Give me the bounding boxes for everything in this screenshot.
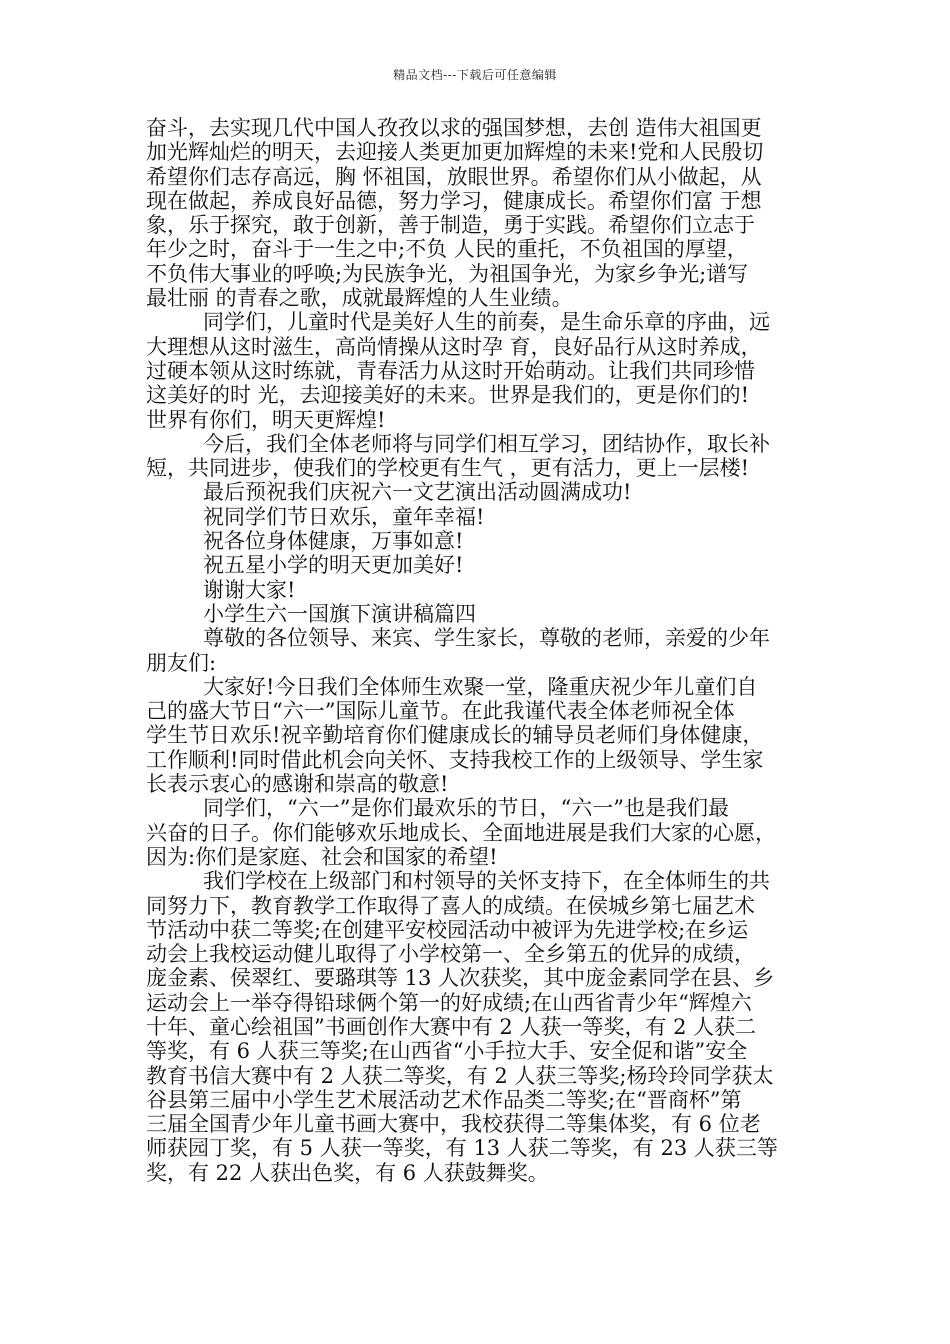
text-line: 动会上我校运动健儿取得了小学校第一、全乡第五的优异的成绩， (146, 942, 755, 967)
text-line: 大家好!今日我们全体师生欢聚一堂，隆重庆祝少年儿童们自 (203, 674, 758, 699)
text-line: 短，共同进步，使我们的学校更有生气 ，更有活力，更上一层楼! (146, 456, 750, 481)
text-line: 节活动中获二等奖;在创建平安校园活动中被评为先进学校;在乡运 (146, 917, 749, 942)
text-line: 工作顺利!同时借此机会向关怀、支持我校工作的上级领导、学生家 (146, 747, 764, 772)
text-line: 等奖，有 6 人获三等奖;在山西省“小手拉大手、安全促和谐”安全 (146, 1039, 748, 1064)
text-line: 祝同学们节日欢乐，童年幸福! (203, 504, 485, 529)
text-line: 同努力下，教育教学工作取得了喜人的成绩。在侯城乡第七届艺术 (146, 893, 755, 918)
text-line: 象，乐于探究，敢于创新，善于制造，勇于实践。希望你们立志于 (146, 213, 755, 238)
text-line: 运动会上一举夺得铅球俩个第一的好成绩;在山西省青少年“辉煌六 (146, 990, 752, 1015)
text-line: 加光辉灿烂的明天，去迎接人类更加更加辉煌的未来!党和人民殷切 (146, 140, 764, 165)
text-line: 祝五星小学的明天更加美好! (203, 553, 464, 578)
text-line: 奋斗，去实现几代中国人孜孜以求的强国梦想，去创 造伟大祖国更 (146, 116, 762, 140)
text-line: 学生节日欢乐!祝辛勤培育你们健康成长的辅导员老师们身体健康， (146, 723, 764, 748)
document-body (146, 116, 810, 1185)
text-line: 同学们，儿童时代是美好人生的前奏，是生命乐章的序曲，远 (203, 310, 770, 335)
page-header: 精品文档---下载后可任意编辑 (393, 68, 557, 82)
text-line: 最后预祝我们庆祝六一文艺演出活动圆满成功! (203, 480, 632, 505)
text-line: 朋友们: (146, 650, 217, 675)
text-line: 年少之时，奋斗于一生之中;不负 人民的重托，不负祖国的厚望， (146, 237, 748, 262)
text-line: 同学们，“六一”是你们最欢乐的节日，“六一”也是我们最 (203, 796, 729, 821)
text-line: 这美好的时 光，去迎接美好的未来。世界是我们的，更是你们的! (146, 383, 750, 408)
text-line: 三届全国青少年儿童书画大赛中，我校获得二等集体奖，有 6 位老 (146, 1112, 761, 1137)
text-line: 长表示衷心的感谢和崇高的敬意! (146, 772, 449, 797)
text-line: 今后，我们全体老师将与同学们相互学习，团结协作，取长补 (203, 431, 770, 456)
text-line: 十年、童心绘祖国”书画创作大赛中有 2 人获一等奖，有 2 人获二 (146, 1014, 757, 1039)
text-line: 尊敬的各位领导、来宾、学生家长，尊敬的老师，亲爱的少年 (203, 626, 770, 651)
text-line: 教育书信大赛中有 2 人获二等奖，有 2 人获三等奖;杨玲玲同学获太 (146, 1063, 774, 1088)
text-line: 最壮丽 的青春之歌，成就最辉煌的人生业绩。 (146, 286, 573, 311)
text-line: 谢谢大家! (203, 577, 296, 602)
text-line: 我们学校在上级部门和村领导的关怀支持下，在全体师生的共 (203, 869, 770, 894)
text-line: 谷县第三届中小学生艺术展活动艺术作品类二等奖;在“晋商杯”第 (146, 1087, 742, 1112)
text-line: 己的盛大节日“六一”国际儿童节。在此我谨代表全体老师祝全体 (146, 699, 735, 724)
text-line: 小学生六一国旗下演讲稿篇四 (203, 601, 476, 626)
text-line: 师获园丁奖，有 5 人获一等奖，有 13 人获二等奖，有 23 人获三等 (146, 1136, 778, 1161)
text-line: 祝各位身体健康，万事如意! (203, 529, 464, 554)
text-line: 庞金素、侯翠红、要璐琪等 13 人次获奖，其中庞金素同学在县、乡 (146, 966, 775, 991)
text-line: 现在做起，养成良好品德，努力学习，健康成长。希望你们富 于想 (146, 188, 762, 213)
text-line: 奖，有 22 人获出色奖，有 6 人获鼓舞奖。 (146, 1160, 549, 1185)
text-line: 大理想从这时滋生，高尚情操从这时孕 育，良好品行从这时养成， (146, 334, 762, 359)
text-line: 兴奋的日子。你们能够欢乐地成长、全面地进展是我们大家的心愿， (146, 820, 776, 845)
text-line: 希望你们志存高远，胸 怀祖国，放眼世界。希望你们从小做起，从 (146, 164, 762, 189)
text-line: 过硬本领从这时练就，青春活力从这时开始萌动。让我们共同珍惜 (146, 358, 755, 383)
text-line: 世界有你们，明天更辉煌! (146, 407, 386, 432)
text-line: 不负伟大事业的呼唤;为民族争光，为祖国争光，为家乡争光;谱写 (146, 261, 749, 286)
text-line: 因为:你们是家庭、社会和国家的希望! (146, 844, 498, 869)
